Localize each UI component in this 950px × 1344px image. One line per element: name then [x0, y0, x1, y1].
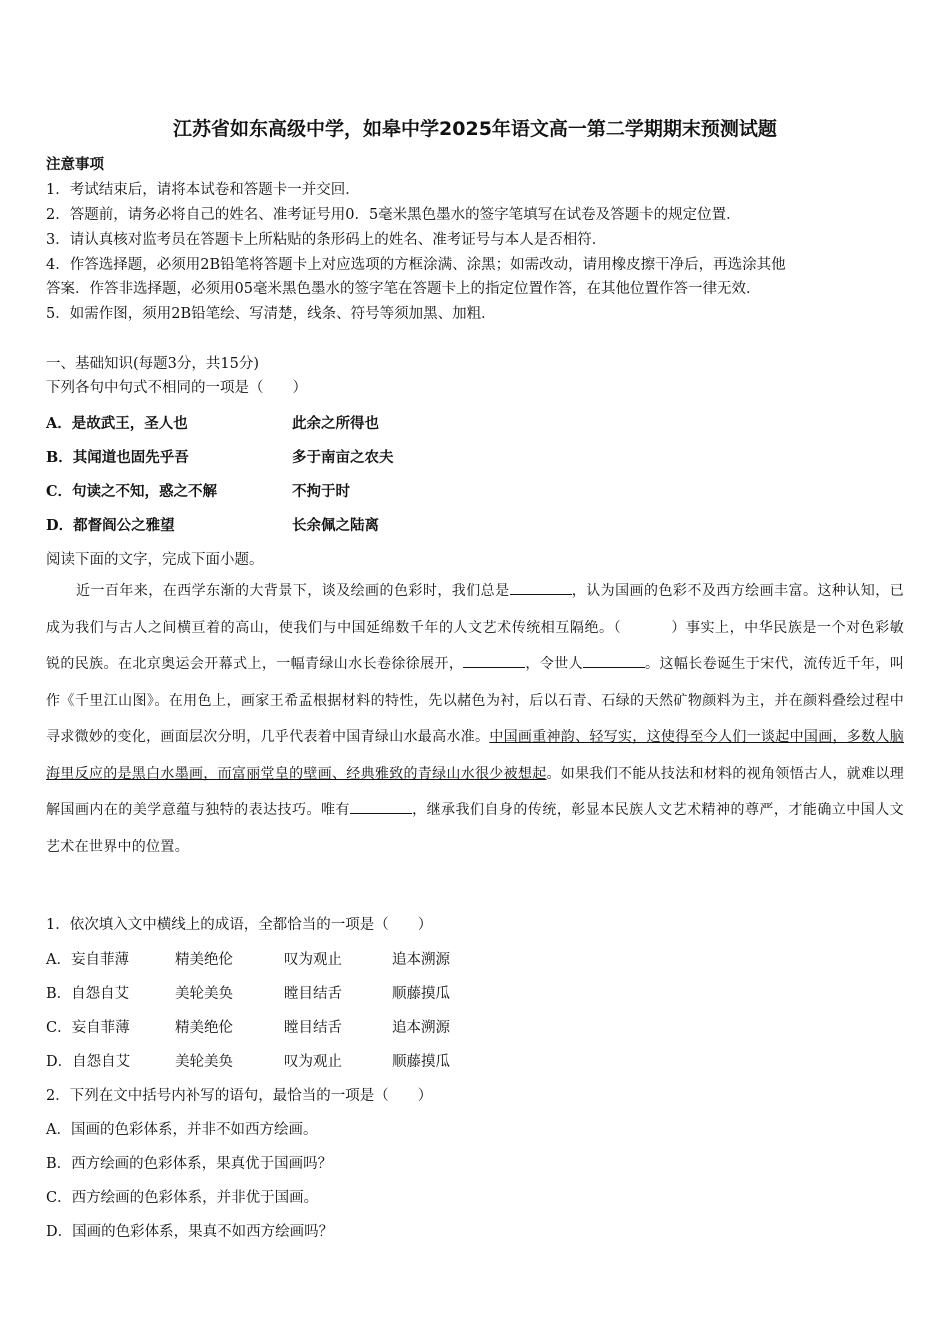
- q1-option-d-3: 叹为观止: [284, 1054, 342, 1070]
- q1-option-a-3: 叹为观止: [284, 952, 342, 968]
- q1-option-d-4: 顺藤摸瓜: [392, 1054, 450, 1070]
- reading-passage: [46, 573, 904, 865]
- notice-item: 1．考试结束后，请将本试卷和答题卡一并交回．: [46, 182, 360, 198]
- q1-option-a-2: 精美绝伦: [175, 952, 233, 968]
- q1-option-b-3: 瞠目结舌: [284, 986, 342, 1002]
- option-a-left: A．是故武王，圣人也: [46, 415, 188, 432]
- option-d-right: 长余佩之陆离: [292, 517, 379, 534]
- q1-option-d-2: 美轮美奂: [175, 1054, 233, 1070]
- reading-intro: 阅读下面的文字，完成下面小题。: [46, 552, 264, 568]
- notice-item: 3．请认真核对监考员在答题卡上所粘贴的条形码上的姓名、准考证号与本人是否相符．: [46, 232, 607, 248]
- option-c-left: C．句读之不知，惑之不解: [46, 483, 218, 500]
- section-heading: 一、基础知识(每题3分，共15分): [46, 356, 259, 372]
- notice-item: 5．如需作图，须用2B铅笔绘、写清楚，线条、符号等须加黑、加粗．: [46, 306, 496, 322]
- passage-text: 。如果我们不能从技法和材料的视角领悟古人，就难以理解国画内在的美学意蕴与独特的表达技巧。唯有: [46, 765, 904, 818]
- underlined-sentence: 中国画重神韵、轻写实，这使得至今人们一谈起中国画，多数人脑海里反应的是黑白水墨画，而富丽堂皇的壁画、经典雅致的青绿山水很少被想起: [46, 729, 905, 782]
- q1-option-a: A．妄自菲薄: [46, 952, 129, 968]
- fill-blank: [583, 653, 645, 668]
- q1-option-c-4: 追本溯源: [392, 1020, 450, 1036]
- q1-option-d: D．自怨自艾: [46, 1054, 131, 1070]
- q1-option-c: C．妄自菲薄: [46, 1020, 130, 1036]
- fill-blank: [463, 653, 525, 668]
- q1-option-b: B．自怨自艾: [46, 986, 130, 1002]
- option-b-left: B．其闻道也固先乎吾: [46, 449, 189, 466]
- option-b-right: 多于南亩之农夫: [292, 449, 394, 466]
- passage-text: ，继承我们自身的传统，彰显本民族人文艺术精神的尊严，才能确立中国人文艺术在世界中的位置。: [46, 802, 904, 855]
- fill-blank: [510, 580, 572, 595]
- passage-text: 。这幅长卷诞生于宋代，流传近千年，叫作《千里江山图》。在用色上，画家王希孟根据材料的特性，先以赭色为衬，后以石青、石绿的天然矿物颜料为主，并在颜料叠绘过程中寻求微妙的变化，画面层次分明，几乎代表着中国青绿山水最高水准。: [46, 656, 904, 745]
- option-a-right: 此余之所得也: [292, 415, 379, 432]
- passage-text: ，认为国画的色彩不及西方绘画丰富。这种认知，已成为我们与古人之间横亘着的高山，使我们与中国延绵数千年的人文艺术传统相互隔绝。（: [46, 583, 905, 636]
- question-1: 1．依次填入文中横线上的成语，全都恰当的一项是（ ）: [46, 917, 433, 933]
- q2-option-b: B．西方绘画的色彩体系，果真优于国画吗？: [46, 1156, 333, 1172]
- page-title: 江苏省如东高级中学，如皋中学2025年语文高一第二学期期末预测试题: [173, 118, 777, 140]
- q1-option-c-2: 精美绝伦: [175, 1020, 233, 1036]
- fill-blank: [350, 799, 412, 814]
- option-c-right: 不拘于时: [292, 483, 350, 500]
- notice-item: 答案．作答非选择题，必须用05毫米黑色墨水的签字笔在答题卡上的指定位置作答，在其他位置作答一律无效．: [46, 281, 761, 297]
- question-2: 2．下列在文中括号内补写的语句，最恰当的一项是（ ）: [46, 1088, 433, 1104]
- passage-text: 近一百年来，在西学东渐的大背景下，谈及绘画的色彩时，我们总是: [76, 583, 510, 599]
- q2-option-d: D．国画的色彩体系，果真不如西方绘画吗？: [46, 1224, 334, 1240]
- notice-item: 4．作答选择题，必须用2B铅笔将答题卡上对应选项的方框涂满、涂黑；如需改动，请用橡皮擦干净后，再选涂其他: [46, 257, 786, 273]
- q2-option-a: A．国画的色彩体系，并非不如西方绘画。: [46, 1122, 318, 1138]
- passage-text: ，令世人: [525, 656, 583, 672]
- option-d-left: D．都督阎公之雅望: [46, 517, 175, 534]
- question-stem: 下列各句中句式不相同的一项是（ ）: [46, 380, 307, 396]
- notice-item: 2．答题前，请务必将自己的姓名、准考证号用0．5毫米黑色墨水的签字笔填写在试卷及答题卡的规定位置．: [46, 207, 741, 223]
- notice-heading: 注意事项: [46, 157, 104, 173]
- q1-option-b-2: 美轮美奂: [175, 986, 233, 1002]
- q1-option-a-4: 追本溯源: [392, 952, 450, 968]
- q2-option-c: C．西方绘画的色彩体系，并非优于国画。: [46, 1190, 319, 1206]
- passage-text: ）事实上，中华民族是一个对色彩敏锐的民族。在北京奥运会开幕式上，一幅青绿山水长卷徐徐展开，: [46, 619, 904, 672]
- q1-option-b-4: 顺藤摸瓜: [392, 986, 450, 1002]
- q1-option-c-3: 瞠目结舌: [284, 1020, 342, 1036]
